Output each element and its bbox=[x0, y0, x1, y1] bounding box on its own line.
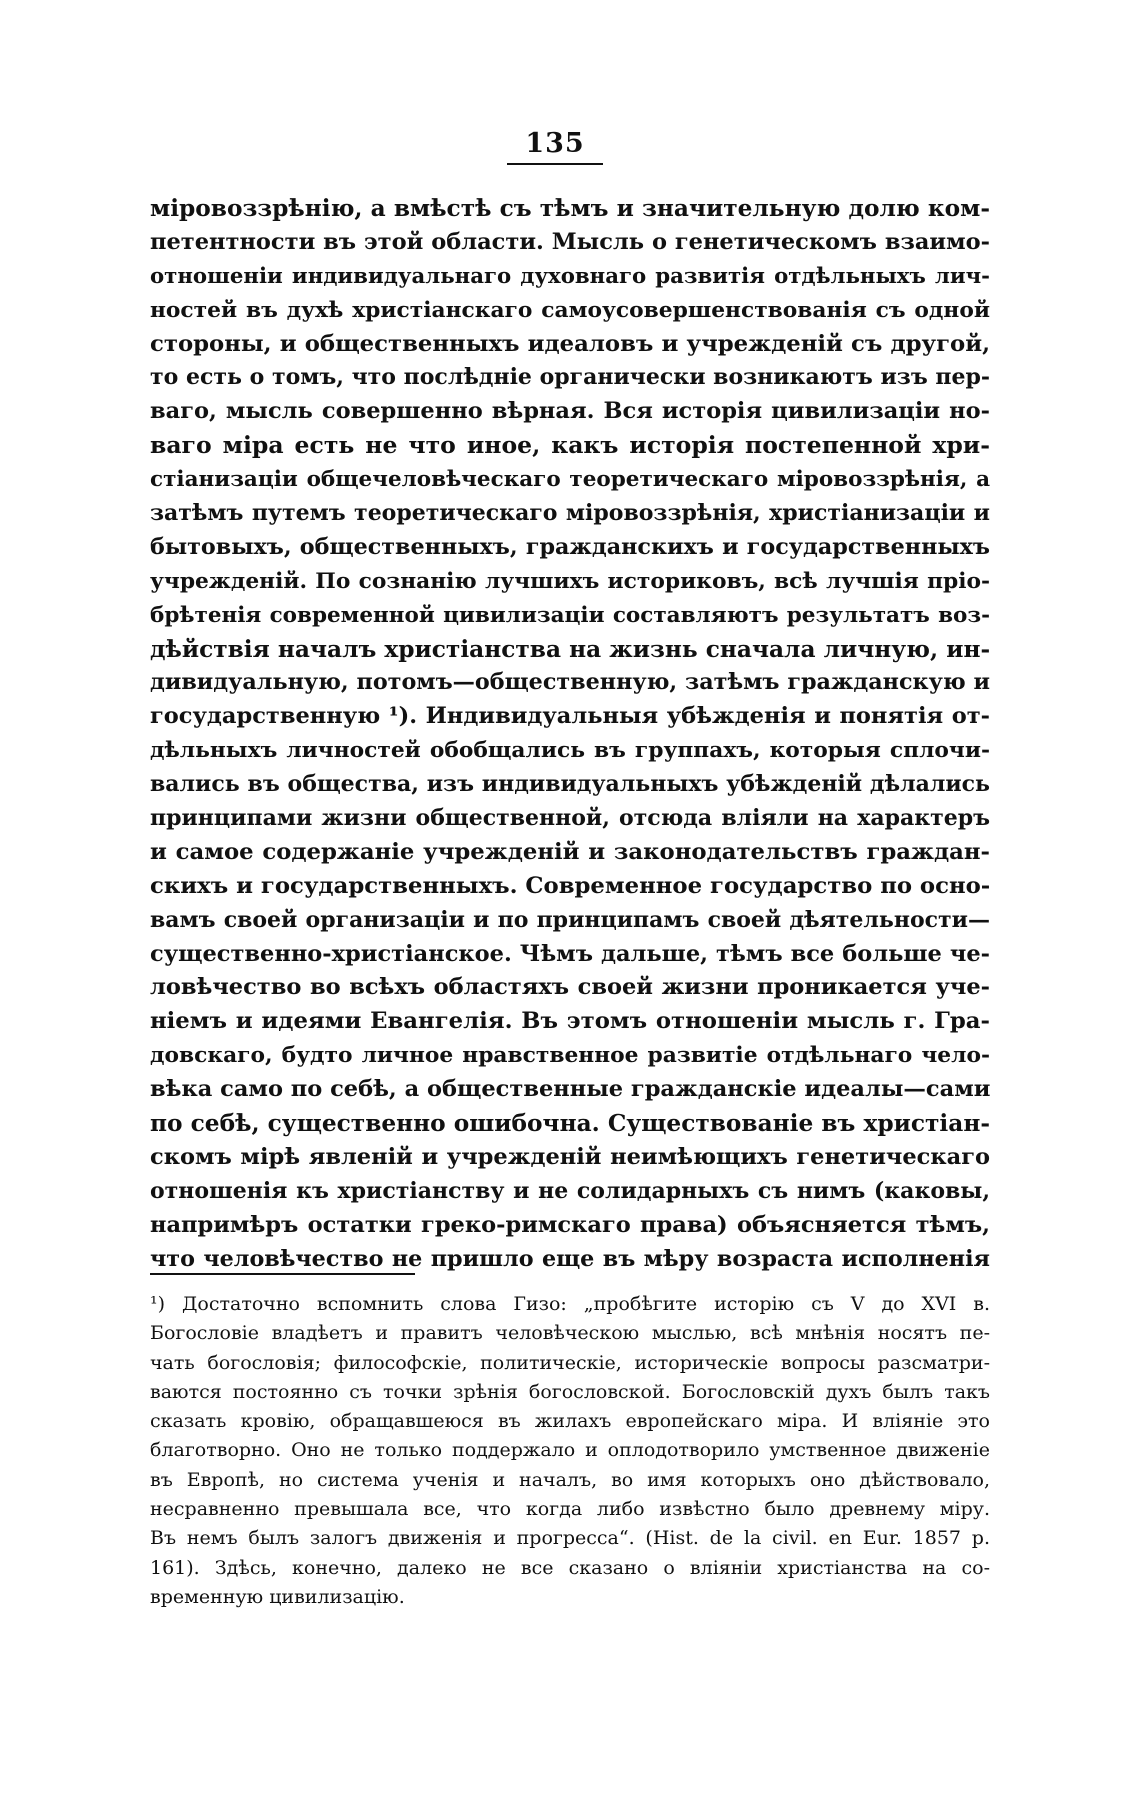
text-line: дѣйствія началъ христіанства на жизнь сначала личную, ин- bbox=[150, 635, 991, 663]
text-line: вамъ своей организаціи и по принципамъ своей дѣятельности— bbox=[150, 906, 990, 933]
page-number-rule bbox=[507, 163, 603, 165]
text-line: скихъ и государственныхъ. Современное государство по осно- bbox=[150, 872, 991, 899]
footnote-line: чать богословія; философскіе, политическіе, историческіе вопросы разсматри- bbox=[150, 1351, 990, 1374]
footnote bbox=[150, 1290, 990, 1612]
text-line: затѣмъ путемъ теоретическаго міровоззрѣнія, христіанизаціи и bbox=[150, 500, 990, 527]
text-line: ностей въ духѣ христіанскаго самоусовершенствованія съ одной bbox=[150, 297, 990, 323]
text-line: ваго міра есть не что иное, какъ исторія постепенной хри- bbox=[150, 431, 990, 460]
text-line: ловѣчество во всѣхъ областяхъ своей жизни проникается уче- bbox=[150, 974, 990, 1001]
footnote-line: въ Европѣ, но система ученія и началъ, во имя которыхъ оно дѣйствовало, bbox=[150, 1468, 990, 1491]
text-line: по себѣ, существенно ошибочна. Существованіе въ христіан- bbox=[150, 1110, 990, 1138]
text-line: что человѣчество не пришло еще въ мѣру возраста исполненія bbox=[150, 1245, 990, 1272]
text-line: ваго, мысль совершенно вѣрная. Вся исторія цивилизаціи но- bbox=[150, 398, 990, 425]
text-line: отношенія къ христіанству и не солидарныхъ съ нимъ (каковы, bbox=[150, 1177, 990, 1204]
text-line: міровоззрѣнію, а вмѣстѣ съ тѣмъ и значительную долю ком- bbox=[150, 195, 990, 222]
page-number: 135 bbox=[525, 128, 585, 159]
footnote-line: временную цивилизацію. bbox=[150, 1585, 405, 1608]
text-line: то есть о томъ, что послѣдніе органически возникаютъ изъ пер- bbox=[150, 364, 990, 391]
main-text bbox=[150, 192, 990, 1277]
footnote-line: сказать кровію, обращавшеюся въ жилахъ европейскаго міра. И вліяніе это bbox=[150, 1410, 990, 1433]
text-line: ніемъ и идеями Евангелія. Въ этомъ отношеніи мысль г. Гра- bbox=[150, 1008, 990, 1035]
text-line: скомъ мірѣ явленій и учрежденій неимѣющихъ генетическаго bbox=[150, 1143, 990, 1170]
text-line: дивидуальную, потомъ—общественную, затѣмъ гражданскую и bbox=[150, 669, 990, 696]
text-line: стороны, и общественныхъ идеаловъ и учрежденій съ другой, bbox=[150, 330, 990, 357]
text-line: отношеніи индивидуальнаго духовнаго развитія отдѣльныхъ лич- bbox=[150, 263, 990, 289]
text-line: учрежденій. По сознанію лучшихъ историковъ, всѣ лучшія пріо- bbox=[150, 568, 990, 594]
text-line: напримѣръ остатки греко-римскаго права) объясняется тѣмъ, bbox=[150, 1211, 990, 1238]
text-line: существенно-христіанское. Чѣмъ дальше, тѣмъ все больше че- bbox=[150, 940, 990, 967]
text-line: брѣтенія современной цивилизаціи составляютъ результатъ воз- bbox=[150, 602, 990, 628]
text-line: вѣка само по себѣ, а общественные гражданскіе идеалы—сами bbox=[150, 1076, 991, 1103]
text-line: петентности въ этой области. Мысль о генетическомъ взаимо- bbox=[150, 228, 990, 255]
text-line: и самое содержаніе учрежденій и законодательствъ граждан- bbox=[150, 838, 990, 865]
text-line: дѣльныхъ личностей обобщались въ группахъ, которыя сплочи- bbox=[150, 738, 990, 764]
footnote-line: благотворно. Оно не только поддержало и оплодотворило умственное движеніе bbox=[150, 1439, 990, 1462]
footnote-separator bbox=[150, 1273, 415, 1275]
text-line: стіанизаціи общечеловѣческаго теоретическаго міровоззрѣнія, а bbox=[150, 467, 990, 493]
text-line: вались въ общества, изъ индивидуальныхъ убѣжденій дѣлались bbox=[150, 771, 990, 798]
footnote-line: ваются постоянно съ точки зрѣнія богословской. Богословскій духъ былъ такъ bbox=[150, 1380, 990, 1403]
footnote-line: 161). Здѣсь, конечно, далеко не все сказано о вліяніи христіанства на со- bbox=[150, 1556, 990, 1579]
footnote-line: Богословіе владѣетъ и правитъ человѣческою мыслью, всѣ мнѣнія носятъ пе- bbox=[150, 1322, 990, 1345]
text-line: довскаго, будто личное нравственное развитіе отдѣльнаго чело- bbox=[150, 1043, 990, 1069]
text-line: государственную ¹). Индивидуальныя убѣжденія и понятія от- bbox=[150, 703, 990, 730]
text-line: принципами жизни общественной, отсюда вліяли на характеръ bbox=[150, 805, 990, 832]
text-line: бытовыхъ, общественныхъ, гражданскихъ и государственныхъ bbox=[150, 533, 990, 560]
footnote-line: Въ немъ былъ залогъ движенія и прогресса“. (Hist. de la civil. en Eur. 1857 p. bbox=[150, 1527, 990, 1550]
footnote-line: несравненно превышала все, что когда либо извѣстно было древнему міру. bbox=[150, 1498, 990, 1521]
footnote-line: ¹) Достаточно вспомнить слова Гизо: „пробѣгите исторію съ V до XVI в. bbox=[150, 1293, 990, 1315]
